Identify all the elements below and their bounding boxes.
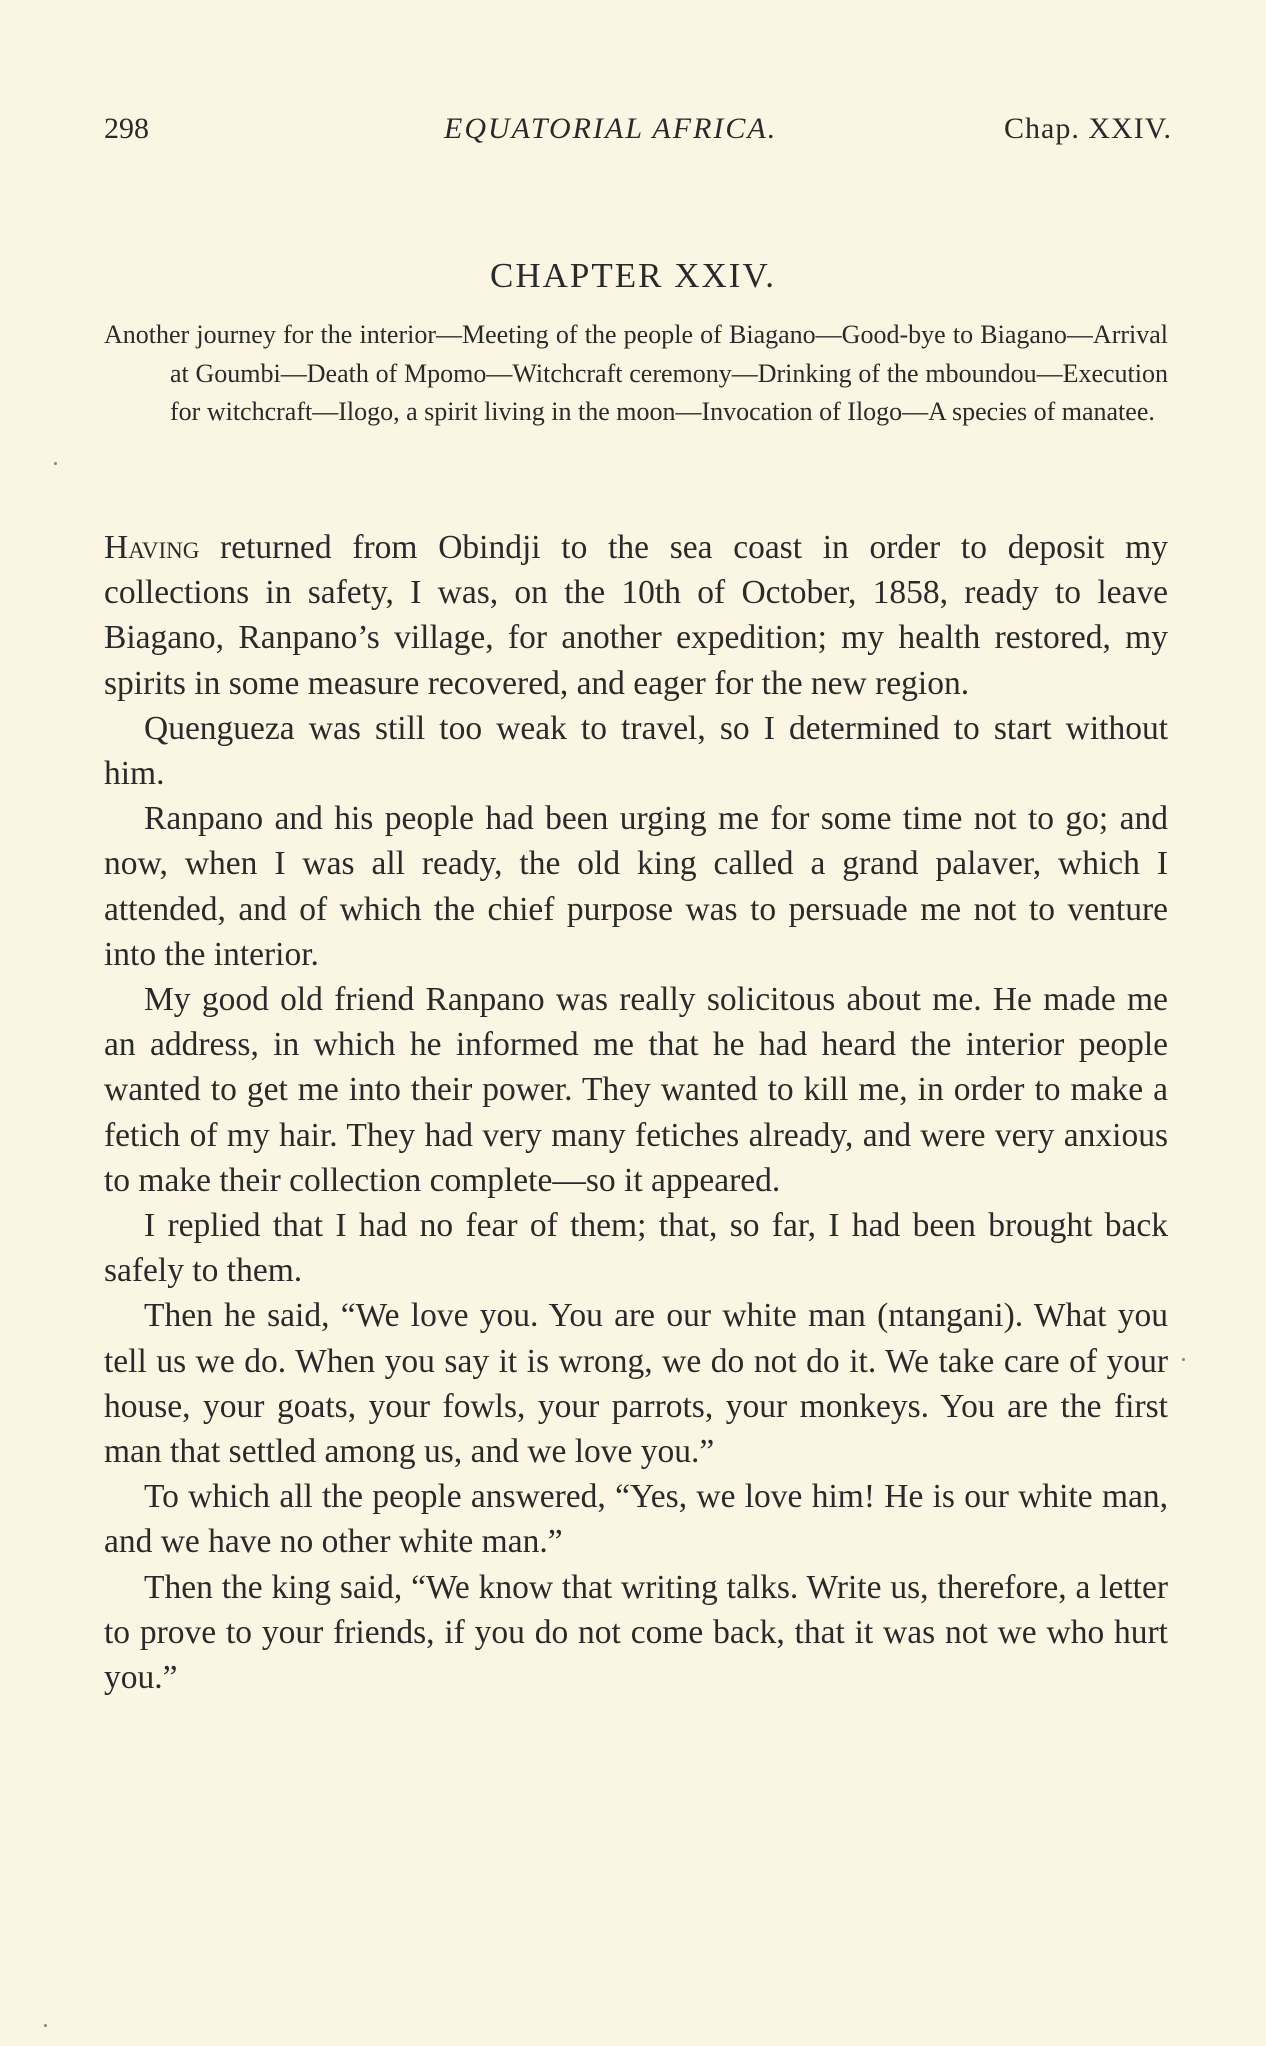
paper-speck (1182, 1358, 1185, 1361)
paragraph: Ranpano and his people had been urging me for some time not to go; and now, when I was all ready, the old king called a grand palaver, which I attended, and of which the chief purpose was to persuade me not to venture into the interior. (104, 800, 1168, 973)
paragraph: Quengueza was still too weak to travel, so I determined to start without him. (104, 709, 1168, 793)
paragraph-lead-word: Having (104, 529, 200, 566)
paragraph (104, 525, 1168, 706)
running-head (104, 112, 1172, 152)
paper-speck (54, 462, 57, 465)
paragraph-text: returned from Obindji to the sea coast in order to deposit my collections in safety, I was, on the 10th of October, 1858, ready to leave Biagano, Ranpano’s village, for another expedition; my health restored, my spirits in some measure recovered, and eager for the new region. (104, 529, 1168, 702)
body-text (104, 525, 1168, 1700)
paragraph: To which all the people answered, “Yes, we love him! He is our white man, and we have no other white man.” (104, 1478, 1168, 1561)
paragraph: Then he said, “We love you. You are our white man (ntangani). What you tell us we do. When you say it is wrong, we do not do it. We take care of your house, your goats, your fowls, your parrots, your monkeys. You are the first man that settled among us, and we love you.” (104, 1297, 1168, 1471)
paragraph: Then the king said, “We know that writing talks. Write us, therefore, a letter to prove to your friends, if you do not come back, that it was not we who hurt you.” (104, 1568, 1168, 1697)
paper-speck (44, 2024, 47, 2027)
running-chapter: Chap. XXIV. (1004, 112, 1172, 145)
paragraph: I replied that I had no fear of them; that, so far, I had been brought back safely to them. (104, 1207, 1168, 1290)
page-number: 298 (104, 112, 149, 145)
paragraph: My good old friend Ranpano was really solicitous about me. He made me an address, in which he informed me that he had heard the interior people wanted to get me into their power. They wanted to kill me, in order to make a fetich of my hair. They had very many fetiches already, and were very anxious to make their collection complete—so it appeared. (104, 981, 1168, 1199)
chapter-title: CHAPTER XXIV. (490, 256, 776, 295)
chapter-synopsis: Another journey for the interior—Meeting of the people of Biagano—Good-bye to Biagano—Arrival at Goumbi—Death of Mpomo—Witchcraft ceremony—Drinking of the mboundou—Execution for witchcraft—Ilogo, a spirit living in the moon—Invocation of Ilogo—A species of manatee. (104, 320, 1168, 426)
running-title: EQUATORIAL AFRICA. (444, 112, 778, 145)
